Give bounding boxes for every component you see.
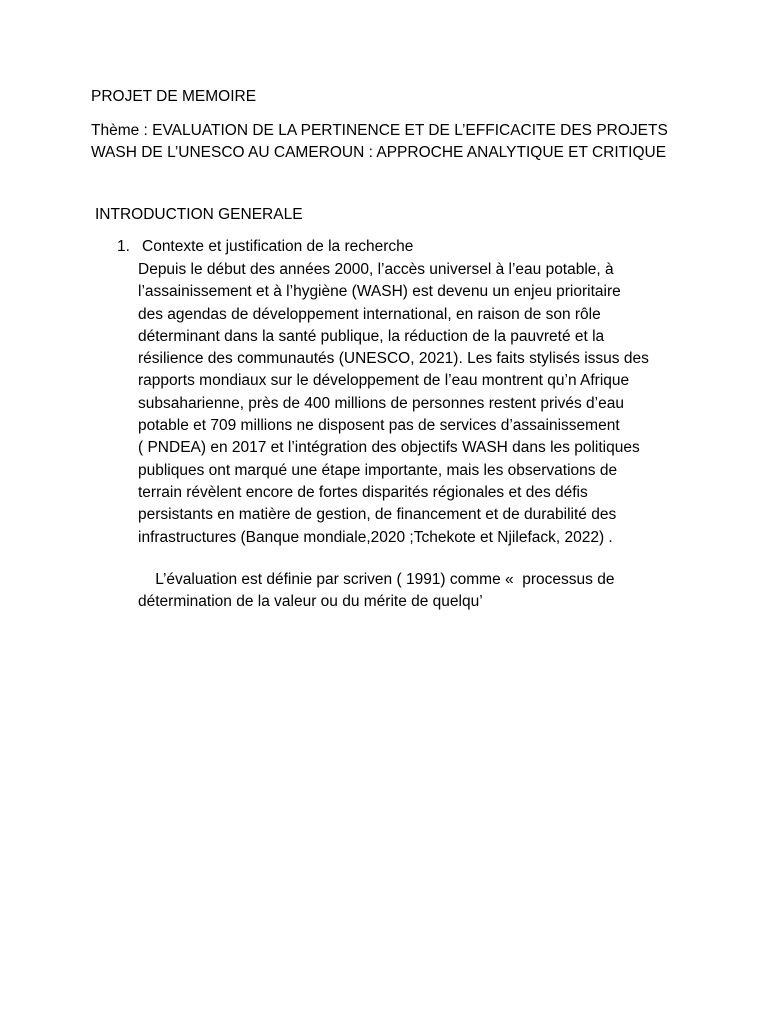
paragraph-line: ( PNDEA) en 2017 et l’intégration des objectifs WASH dans les politiques — [138, 439, 640, 457]
paragraph-line: subsaharienne, près de 400 millions de personnes restent privés d’eau — [138, 394, 624, 412]
paragraph-line: terrain révèlent encore de fortes disparités régionales et des défis — [138, 483, 588, 501]
paragraph-line: infrastructures (Banque mondiale,2020 ;Tchekote et Njilefack, 2022) . — [138, 528, 613, 546]
document-theme — [91, 120, 691, 164]
document-title: PROJET DE MEMOIRE — [91, 88, 257, 105]
paragraph-line: potable et 709 millions ne disposent pas de services d’assainissement — [138, 417, 620, 435]
list-item-title: Contexte et justification de la recherche — [142, 238, 414, 255]
paragraph-evaluation — [138, 569, 698, 614]
paragraph-line: L’évaluation est définie par scriven ( 1991) comme « processus de — [138, 571, 615, 588]
list-item-number: 1. — [117, 238, 130, 255]
paragraph-line: publiques ont marqué une étape importante, mais les observations de — [138, 461, 618, 479]
paragraph-line: Depuis le début des années 2000, l’accès universel à l’eau potable, à — [138, 261, 614, 278]
paragraph-line: déterminant dans la santé publique, la réduction de la pauvreté et la — [138, 327, 605, 345]
section-heading-introduction: INTRODUCTION GENERALE — [95, 206, 303, 223]
paragraph-context — [138, 259, 698, 549]
theme-line: Thème : EVALUATION DE LA PERTINENCE ET DE L’EFFICACITE DES PROJETS — [91, 122, 668, 139]
paragraph-line: persistants en matière de gestion, de financement et de durabilité des — [138, 506, 617, 524]
paragraph-line: rapports mondiaux sur le développement de l’eau montrent qu’n Afrique — [138, 372, 630, 390]
paragraph-line: des agendas de développement international, en raison de son rôle — [138, 305, 601, 323]
paragraph-line: l’assainissement et à l’hygiène (WASH) est devenu un enjeu prioritaire — [138, 283, 621, 301]
paragraph-line: résilience des communautés (UNESCO, 2021). Les faits stylisés issus des — [138, 350, 649, 368]
paragraph-line: détermination de la valeur ou du mérite de quelqu’ — [138, 593, 483, 611]
theme-line: WASH DE L’UNESCO AU CAMEROUN : APPROCHE ANALYTIQUE ET CRITIQUE — [91, 144, 667, 161]
